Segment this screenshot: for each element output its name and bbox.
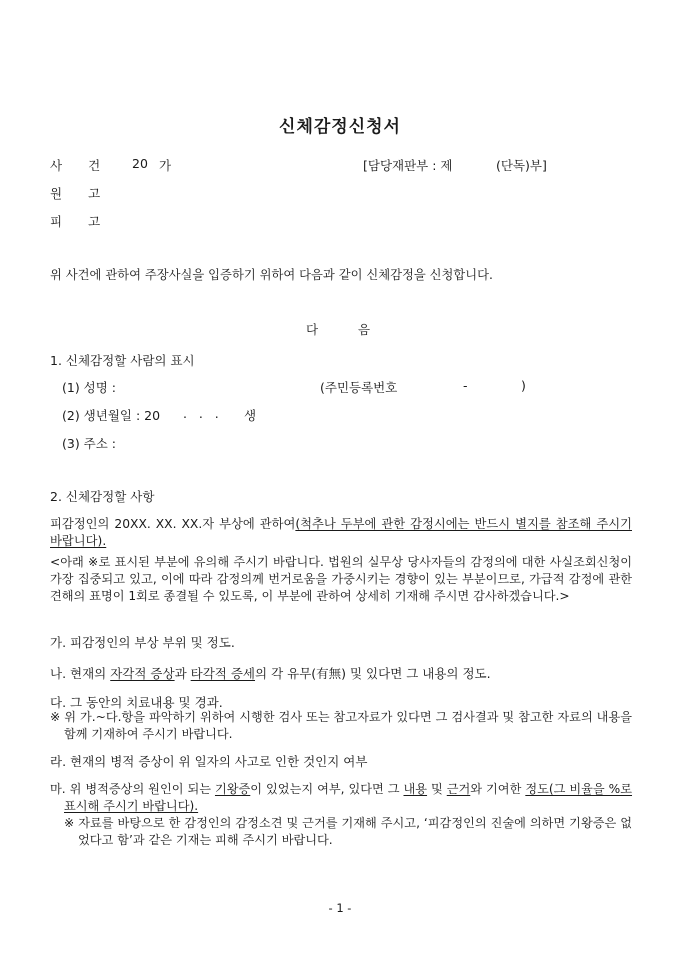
id-label: (주민등록번호: [320, 380, 398, 395]
plaintiff-label-char-1: 원: [50, 186, 63, 201]
item-ma-text-1: 마. 위 병적증상의 원인이 되는: [50, 782, 215, 796]
basis-underlined: 근거: [446, 782, 471, 796]
preexisting-condition: 기왕증: [214, 782, 251, 796]
section1-heading: 1. 신체감정할 사람의 표시: [50, 353, 195, 368]
content-underlined: 내용: [403, 782, 428, 796]
name-label: (1) 성명 :: [62, 380, 117, 395]
item-ma-text-2: 이 있었는지 여부, 있다면 그: [250, 782, 404, 796]
defendant-label-char-2: 고: [88, 214, 101, 229]
heading-eum: 음: [358, 322, 371, 337]
case-label-char-2: 건: [88, 158, 101, 173]
plaintiff-label-char-2: 고: [88, 186, 101, 201]
intro-text: 위 사건에 관하여 주장사실을 입증하기 위하여 다음과 같이 신체감정을 신청합니다.: [50, 268, 493, 282]
item-na: [50, 664, 491, 682]
case-year: 20: [132, 156, 148, 171]
plaintiff-label: [50, 184, 100, 202]
document-title: 신체감정신청서: [279, 117, 401, 137]
id-dash: -: [463, 378, 468, 393]
item-ra: 라. 현재의 병적 증상이 위 일자의 사고로 인한 것인지 여부: [50, 754, 368, 769]
survey-note: <아래 ※로 표시된 부분에 유의해 주시기 바랍니다. 법원의 실무상 당사자들의 감정의에 대한 사실조회신청이 가장 집중되고 있고, 이에 따라 감정의께 번거로움을 가중시키는 경향이 있는 부분이므로, 가급적 감정에 관한 견해의 표명이 1회로 종결될 수 있도록, 이 부분에 관하여 상세히 기재해 주시면 감사하겠습니다.>: [50, 555, 632, 603]
injury-text: 피감정인의 20XX. XX. XX.자 부상에 관하여: [50, 517, 296, 531]
birth-dots: . . .: [183, 406, 219, 421]
id-close: ): [521, 378, 526, 393]
section2-heading: 2. 신체감정할 사항: [50, 489, 155, 504]
court-label: [담당재판부 : 제: [363, 158, 453, 173]
item-da: 다. 그 동안의 치료내용 및 경과.: [50, 695, 223, 710]
item-na-text-1: 나. 현재의: [50, 666, 111, 681]
contribution-underlined: 정도(그 비율을 %로 표시해 주시기 바랍니다).: [64, 782, 633, 813]
defendant-label-char-1: 피: [50, 214, 63, 229]
item-ma: [50, 781, 632, 815]
address-label: (3) 주소 :: [62, 436, 117, 451]
case-label-char-1: 사: [50, 158, 63, 173]
birth-suffix: 생: [244, 408, 257, 423]
subjective-symptoms: 자각적 증상: [110, 666, 175, 681]
birth-label: (2) 생년월일 : 20: [62, 408, 161, 423]
heading-da: 다: [306, 322, 319, 337]
item-ma-note: ※ 자료를 바탕으로 한 감정인의 감정소견 및 근거를 기재해 주시고, ‘피감정인의 진술에 의하면 기왕증은 없었다고 함’과 같은 기재는 피해 주시기 바랍니다.: [64, 816, 632, 847]
item-ma-text-4: 와 기여한: [470, 782, 526, 796]
item-da-note: ※ 위 가.~다.항을 파악하기 위하여 시행한 검사 또는 참고자료가 있다면 그 검사결과 및 참고한 자료의 내용을 함께 기재하여 주시기 바랍니다.: [50, 710, 632, 741]
item-ma-text-3: 및: [427, 782, 447, 796]
case-label: [50, 156, 100, 174]
item-na-text-2: 과: [174, 666, 191, 681]
page-number: - 1 -: [328, 901, 352, 915]
item-na-text-3: 의 각 유무(有無) 및 있다면 그 내용의 정도.: [255, 666, 491, 681]
objective-signs: 타각적 증세: [190, 666, 256, 681]
injury-paragraph: [50, 516, 632, 550]
injury-note-underlined: (척추나 두부에 관한 감정시에는 반드시 별지를 참조해 주시기 바랍니다).: [50, 517, 632, 548]
defendant-label: [50, 212, 100, 230]
case-type: 가: [159, 158, 172, 173]
court-suffix: (단독)부]: [496, 158, 547, 173]
item-ga: 가. 피감정인의 부상 부위 및 정도.: [50, 635, 235, 650]
